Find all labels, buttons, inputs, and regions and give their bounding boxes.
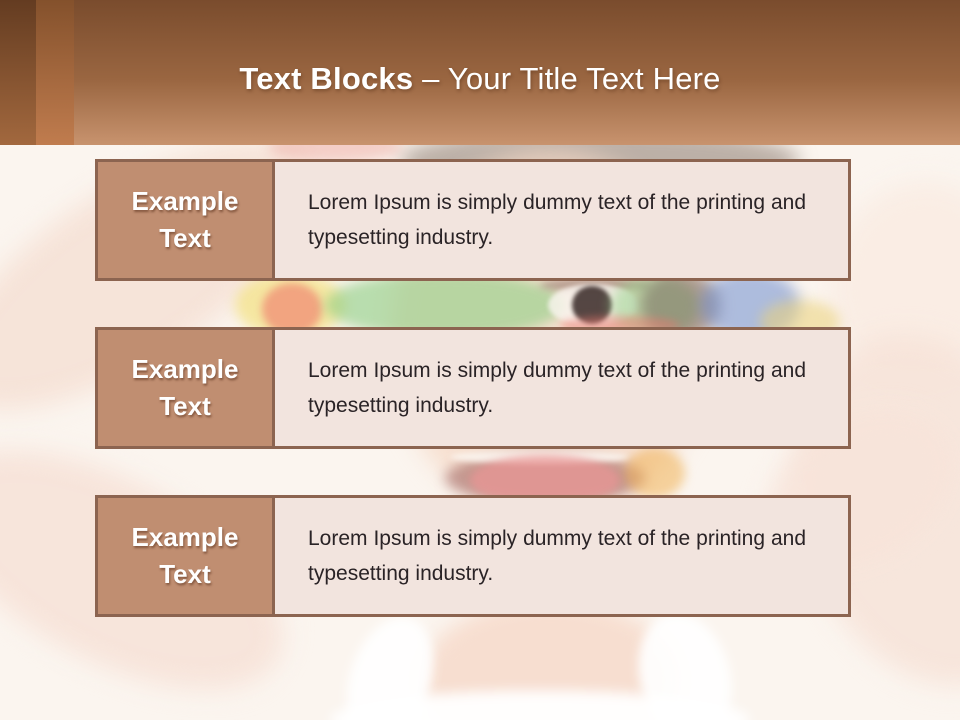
label-line-2: Text bbox=[159, 223, 211, 253]
title-subtitle: – Your Title Text Here bbox=[413, 60, 721, 96]
photo-orange-paint bbox=[625, 448, 685, 498]
body-text: Lorem Ipsum is simply dummy text of the printing and typesetting industry. bbox=[308, 358, 806, 417]
body-text: Lorem Ipsum is simply dummy text of the printing and typesetting industry. bbox=[308, 190, 806, 249]
text-block-1-label bbox=[98, 162, 275, 278]
label-line-2: Text bbox=[159, 391, 211, 421]
text-block-1 bbox=[95, 159, 851, 281]
slide-header bbox=[0, 0, 960, 145]
text-block-2-label bbox=[98, 330, 275, 446]
body-text: Lorem Ipsum is simply dummy text of the printing and typesetting industry. bbox=[308, 526, 806, 585]
label-line-1: Example bbox=[131, 522, 239, 553]
text-block-2-body bbox=[275, 330, 848, 446]
label-line-2: Text bbox=[159, 559, 211, 589]
label-line-1: Example bbox=[131, 354, 239, 385]
text-block-3 bbox=[95, 495, 851, 617]
text-block-3-body bbox=[275, 498, 848, 614]
text-block-2 bbox=[95, 327, 851, 449]
label-line-1: Example bbox=[131, 186, 239, 217]
text-block-1-body bbox=[275, 162, 848, 278]
slide-title bbox=[0, 0, 960, 145]
text-block-3-label bbox=[98, 498, 275, 614]
title-emphasis: Text Blocks bbox=[239, 60, 414, 96]
